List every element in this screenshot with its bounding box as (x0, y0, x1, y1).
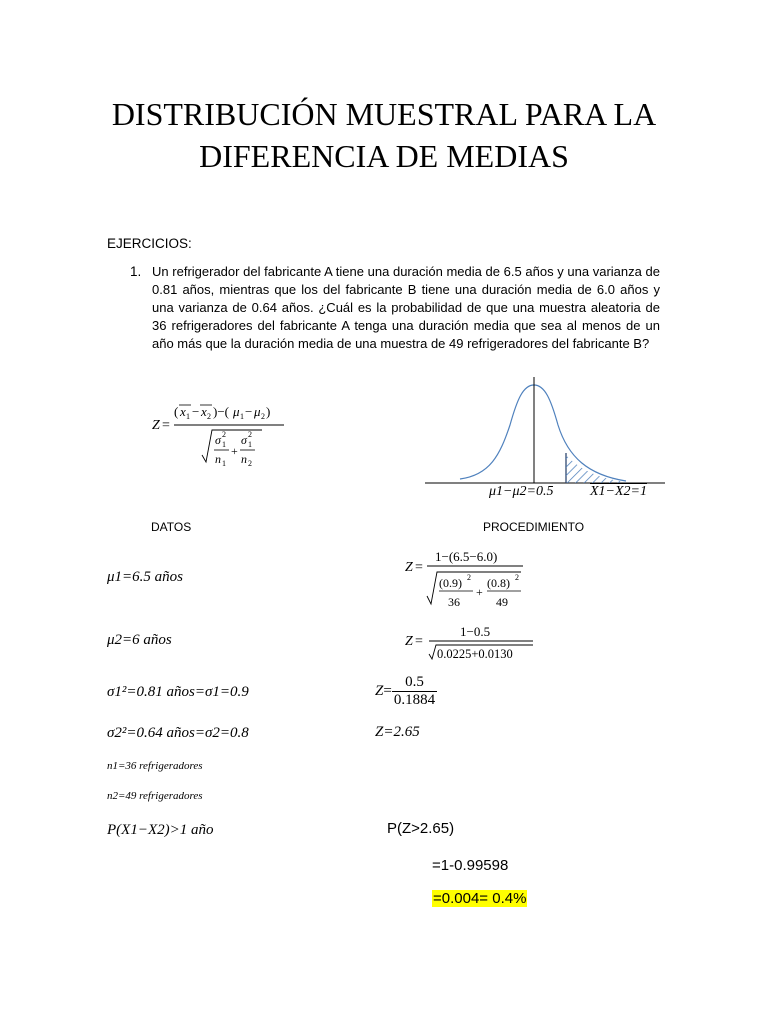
svg-text:=: = (162, 418, 170, 433)
normal-curve-graph (420, 375, 670, 500)
svg-text:1: 1 (240, 412, 244, 421)
exercises-label: EJERCICIOS: (107, 236, 192, 251)
proc-step-2-graphic (405, 623, 540, 665)
svg-text:=: = (415, 560, 423, 575)
svg-text:0.0225+0.0130: 0.0225+0.0130 (437, 647, 513, 661)
svg-text:x: x (180, 404, 186, 419)
svg-text:Z: Z (152, 418, 160, 433)
page-title: DISTRIBUCIÓN MUESTRAL PARA LA DIFERENCIA DE MEDIAS (111, 96, 657, 174)
svg-text:)−(: )−( (213, 404, 229, 419)
z-formula (152, 400, 312, 480)
datum-mu1: μ1=6.5 años (107, 569, 183, 585)
svg-text:(0.9): (0.9) (439, 576, 462, 590)
svg-text:2: 2 (248, 430, 252, 439)
svg-text:+: + (231, 444, 238, 458)
svg-text:2: 2 (207, 412, 211, 421)
proc-step-2 (405, 623, 540, 665)
svg-text:(0.8): (0.8) (487, 576, 510, 590)
prob-z-label: P(Z>2.65) (387, 820, 455, 837)
svg-text:=: = (415, 634, 423, 649)
result-highlight: =0.004= 0.4% (433, 890, 527, 907)
svg-text:2: 2 (515, 573, 519, 582)
svg-text:μ: μ (254, 404, 261, 419)
proc-step-1 (405, 546, 535, 614)
step3-numerator: 0.5 (392, 674, 437, 692)
step3-denominator: 0.1884 (393, 692, 436, 708)
svg-text:1: 1 (222, 459, 226, 468)
svg-text:Z: Z (405, 560, 413, 575)
svg-text:1−0.5: 1−0.5 (460, 624, 491, 639)
svg-text:μ: μ (233, 404, 240, 419)
svg-text:1: 1 (222, 440, 226, 449)
mean-diff-label: μ1−μ2=0.5 (489, 484, 554, 499)
svg-text:2: 2 (248, 459, 252, 468)
datum-n2: n2=49 refrigeradores (107, 790, 203, 802)
svg-text:1−(6.5−6.0): 1−(6.5−6.0) (435, 549, 498, 564)
proc-step-3: Z= $\frac{0.5}{0.1884}$ (375, 674, 436, 708)
svg-text:n: n (215, 452, 221, 466)
sample-diff-label: X1−X2=1 (590, 484, 647, 499)
svg-text:−: − (192, 404, 200, 419)
complement-value: =1-0.99598 (432, 857, 509, 874)
svg-text:1: 1 (186, 412, 190, 421)
procedimiento-heading: PROCEDIMIENTO (483, 520, 585, 534)
problem-statement: Un refrigerador del fabricante A tiene una duración media de 6.5 años y una varianza de 0.81 años, mientras que los del fabricante B tiene una duración media de 6.0 años y una varianza de 0.64 años. ¿Cuál es la probabilidad de que una muestra aleatoria de 36 refrigeradores del fabricante A tenga una duración media que sea al menos de un año más que la duración media de una muestra de 49 refrigeradores del fabricante B? (152, 264, 660, 351)
svg-text:(: ( (174, 404, 179, 419)
bell-curve (460, 385, 626, 481)
svg-text:Z: Z (405, 634, 413, 649)
final-result (432, 890, 527, 907)
datum-mu2: μ2=6 años (107, 632, 172, 648)
svg-text:n: n (241, 452, 247, 466)
datum-n1: n1=36 refrigeradores (107, 760, 203, 772)
datos-heading: DATOS (151, 520, 192, 534)
svg-text:49: 49 (496, 595, 508, 609)
svg-text:σ: σ (215, 433, 221, 447)
normal-curve-svg (420, 375, 670, 500)
svg-text:36: 36 (448, 595, 460, 609)
svg-text:σ: σ (241, 433, 247, 447)
z-formula-graphic (152, 400, 312, 480)
datum-sigma2: σ2²=0.64 años=σ2=0.8 (107, 725, 249, 741)
svg-text:2: 2 (261, 412, 265, 421)
proc-step-4: Z=2.65 (375, 724, 420, 740)
proc-step-1-graphic (405, 546, 535, 614)
datum-probability: P(X1−X2)>1 año (107, 822, 214, 838)
svg-text:x: x (201, 404, 207, 419)
svg-text:−: − (245, 404, 253, 419)
svg-text:): ) (266, 404, 271, 419)
datum-sigma1: σ1²=0.81 años=σ1=0.9 (107, 684, 249, 700)
svg-text:2: 2 (222, 430, 226, 439)
svg-text:2: 2 (467, 573, 471, 582)
svg-text:1: 1 (248, 440, 252, 449)
problem-number: 1. (130, 264, 142, 279)
svg-text:+: + (476, 585, 483, 599)
